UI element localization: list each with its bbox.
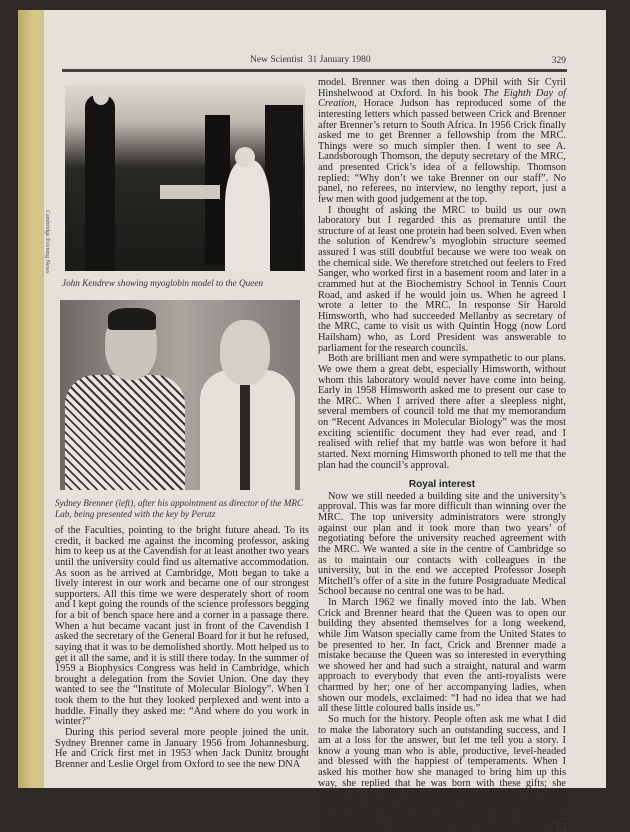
paragraph: In March 1962 we finally moved into the lab. When Crick and Brenner heard that the Queen was to open our building they absented themselves for a long weekend, while Jim Watson specially came from the United States to be presented to her. In fact, Crick and Brenner made a mistake because the Queen was so interested in everything we showed her and had such a straight, natural and warm approach to everybody that even the anti-royalists were charmed by her; one of her accompanying ladies, when shown our models, exclaimed: “I had no idea that we had all these little coloured balls inside us.”: [318, 597, 566, 715]
paragraph: Now we still needed a building site and the university’s approval. This was far more difficult than winning over the MRC. The top university administrators were strongly against our plan and it took more than two years’ of negotiating before the university reached agreement with the MRC. We wanted a site in the centre of Cambridge so as to maintain our contacts with colleagues in the university, but in the end we accepted Professor Joseph Mitchell’s offer of a site in the future Postgraduate Medical School because no central one was to be had.: [318, 490, 566, 598]
magazine-name: New Scientist: [250, 55, 304, 65]
section-subheading: Royal interest: [408, 479, 476, 491]
running-header: [60, 55, 570, 69]
paragraph: of the Faculties, pointing to the bright future ahead. To its credit, it backed me against the incoming professor, asking him to keep us at the Cavendish for at least another two years until the university could find us alternative accommodation. As soon as he arrived at Cambridge, Mott began to take a lively interest in our work and became one of our strongest supporters. All this time we were desperately short of room and I kept going the rounds of the science professors begging for a bit of bench space here and a corner in a passage there. When a hut became vacant just in front of the Cavendish I asked the secretary of the General Board for it but he refused, saying that it was to be demolished shortly. Mott helped us to get it all the same, and it is still there today. In the summer of 1959 a Biophysics Congress was held in Cambridge, which brought a delegation from the Soviet Union. One day they wanted to see the “Institute of Molecular Biology”. When I took them to the hut they looked perplexed and went into a huddle. Finally they asked me: “And where do you work in winter?”: [55, 525, 309, 728]
photo-credit: Cambridge Evening News: [44, 210, 50, 274]
issue-date: 31 January 1980: [307, 55, 371, 65]
book-title: The Eighth Day of Creation: [318, 87, 566, 110]
paragraph: I thought of asking the MRC to build us our own laboratory but I regarded this as premature until the structure of at least one protein had been solved. Even when the solution of Kendrew’s myoglobin structure seemed assured I was still doubtful because we were too weak on the chemical side. We therefore stretched out feelers to Fred Sanger, who worked first in a basement room and later in a crammed hut at the Biochemistry School in Tennis Court Road, and asked if he would join us. When he agreed I wrote a letter to the MRC. In response Sir Harold Himsworth, who had succeeded Mellanby as secretary of the MRC, came to visit us with Quintin Hogg (now Lord Hailsham) who, as Lord President was answerable to parliament for the research councils.: [318, 204, 566, 354]
text-run: So much for the history. People often ask me what I did to make the laboratory such an outstanding success, and I am at a loss for the answer, but let me tell you a story. I know a young man who is able, productive, level-headed and blessed with the happiest of temperaments. When I asked his mother how she managed to bring him up this way, she replied that he was born with these gifts; she merely had to foster them and make sure that no one would spoil what Nature had provided. The laboratory was like this. It started with so many gifted people that I just had to let them develop and help them to get what they needed.: [318, 713, 566, 832]
end-of-article-square-icon: [557, 823, 566, 832]
paragraph: During this period several more people joined the unit. Sydney Brenner came in January 1956 from Johannesburg. He and Crick first met in 1953 when Jack Dunitz brought Brenner and Leslie Orgel from Oxford to see the new DNA: [55, 726, 309, 770]
paragraph: Both are brilliant men and were sympathetic to our plans. We owe them a great debt, especially Himsworth, without whom this laboratory would never have come into being. Early in 1958 Himsworth asked me to present our case to the MRC. When I arrived there after a sleepless night, several members of council told me that my memorandum on “Recent Advances in Molecular Biology” was the most exciting scientific document they had ever read, and I realised with relief that my battle was won before it had started. Next morning Himsworth phoned to tell me that the plan had the council’s approval.: [318, 353, 566, 471]
photo-caption-1: John Kendrew showing myoglobin model to the Queen: [62, 278, 263, 288]
page-binding-edge: [18, 10, 44, 788]
paragraph: [318, 78, 566, 206]
photo-caption-2: Sydney Brenner (left), after his appointment as director of the MRC Lab, being presented with the key by Perutz: [55, 498, 304, 519]
text-run: model. Brenner was then doing a DPhil with Sir Cyril Hinshelwood at Oxford. In his book: [318, 77, 566, 99]
photo-kendrew-queen: [65, 85, 305, 271]
text-run: , Horace Judson has reproduced some of the interesting letters which passed between Crick and Brenner after Brenner’s return to South Africa. In 1956 Crick finally asked me to get Brenner a fellowship from the MRC. Things were so much simpler then. I went to see A. Landsborough Thomson, the deputy secretary of the MRC, and presented Crick’s idea of a fellowship. Thomson replied: “Why don’t we take Brenner on our staff”. No panel, no referees, no interview, no lengthy report, just a few men with good judgement at the top.: [318, 98, 566, 205]
header-magazine-date: [250, 55, 371, 65]
left-text-column: [55, 526, 309, 770]
photo-brenner-perutz: [60, 300, 300, 490]
page-number: 329: [551, 56, 566, 66]
paragraph: [318, 715, 566, 832]
right-text-column: [318, 78, 566, 832]
header-rule: [62, 69, 567, 72]
